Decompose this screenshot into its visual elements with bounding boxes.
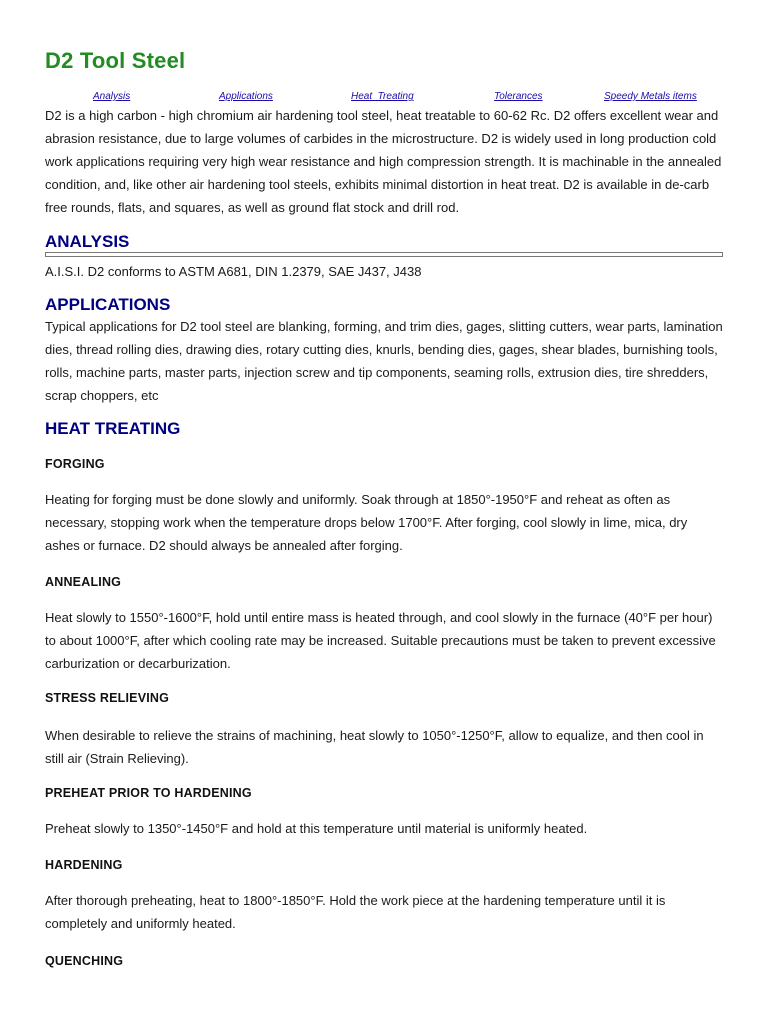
stress-relieving-heading: STRESS RELIEVING — [45, 691, 170, 705]
forging-heading: FORGING — [45, 457, 105, 471]
hardening-heading: HARDENING — [45, 858, 123, 872]
heat-treating-heading: HEAT TREATING — [45, 419, 181, 438]
nav-link-applications[interactable]: Applications — [219, 91, 273, 102]
nav-link-heat-treating[interactable]: Heat_Treating — [351, 91, 414, 102]
applications-text: Typical applications for D2 tool steel are blanking, forming, and trim dies, gages, slitting cutters, wear parts, lamination dies, thread rolling dies, drawing dies, rotary cutting dies, knurls, bending dies, gages, shear blades, burnishing tools, rolls, machine parts, master parts, injection screw and tip components, seaming rolls, extrusion dies, tire shredders, scrap choppers, etc — [45, 319, 723, 403]
preheat-heading: PREHEAT PRIOR TO HARDENING — [45, 786, 252, 800]
stress-relieving-text: When desirable to relieve the strains of machining, heat slowly to 1050°-1250°F, allow to equalize, and then cool in still air (Strain Relieving). — [45, 728, 704, 766]
page-title: D2 Tool Steel — [45, 48, 186, 73]
section-divider — [45, 252, 723, 257]
nav-link-tolerances[interactable]: Tolerances — [494, 91, 543, 102]
forging-text: Heating for forging must be done slowly and uniformly. Soak through at 1850°-1950°F and reheat as often as necessary, stopping work when the temperature drops below 1700°F. After forging, cool slowly in lime, mica, dry ashes or furnace. D2 should always be annealed after forging. — [45, 492, 688, 553]
intro-paragraph: D2 is a high carbon - high chromium air hardening tool steel, heat treatable to 60-62 Rc. D2 offers excellent wear and abrasion resistance, due to large volumes of carbides in the microstructure. D2 is widely used in long production cold work applications requiring very high wear resistance and high compression strength. It is machinable in the annealed condition, and, like other air hardening tool steels, exhibits minimal distortion in heat treat. D2 is available in de-carb free rounds, flats, and squares, as well as ground flat stock and drill rod. — [45, 108, 722, 215]
analysis-heading: ANALYSIS — [45, 232, 130, 251]
annealing-text: Heat slowly to 1550°-1600°F, hold until entire mass is heated through, and cool slowly in the furnace (40°F per hour) to about 1000°F, after which cooling rate may be increased. Suitable precautions must be taken to prevent excessive carburization or decarburization. — [45, 610, 716, 671]
preheat-text: Preheat slowly to 1350°-1450°F and hold at this temperature until material is uniformly heated. — [45, 821, 588, 836]
quenching-heading: QUENCHING — [45, 954, 124, 968]
section-nav — [45, 91, 725, 105]
applications-heading: APPLICATIONS — [45, 295, 171, 314]
nav-link-speedy-metals[interactable]: Speedy Metals items — [604, 91, 697, 102]
hardening-text: After thorough preheating, heat to 1800°-1850°F. Hold the work piece at the hardening temperature until it is completely and uniformly heated. — [45, 893, 666, 931]
analysis-text: A.I.S.I. D2 conforms to ASTM A681, DIN 1.2379, SAE J437, J438 — [45, 264, 422, 279]
annealing-heading: ANNEALING — [45, 575, 122, 589]
nav-link-analysis[interactable]: Analysis — [93, 91, 131, 102]
